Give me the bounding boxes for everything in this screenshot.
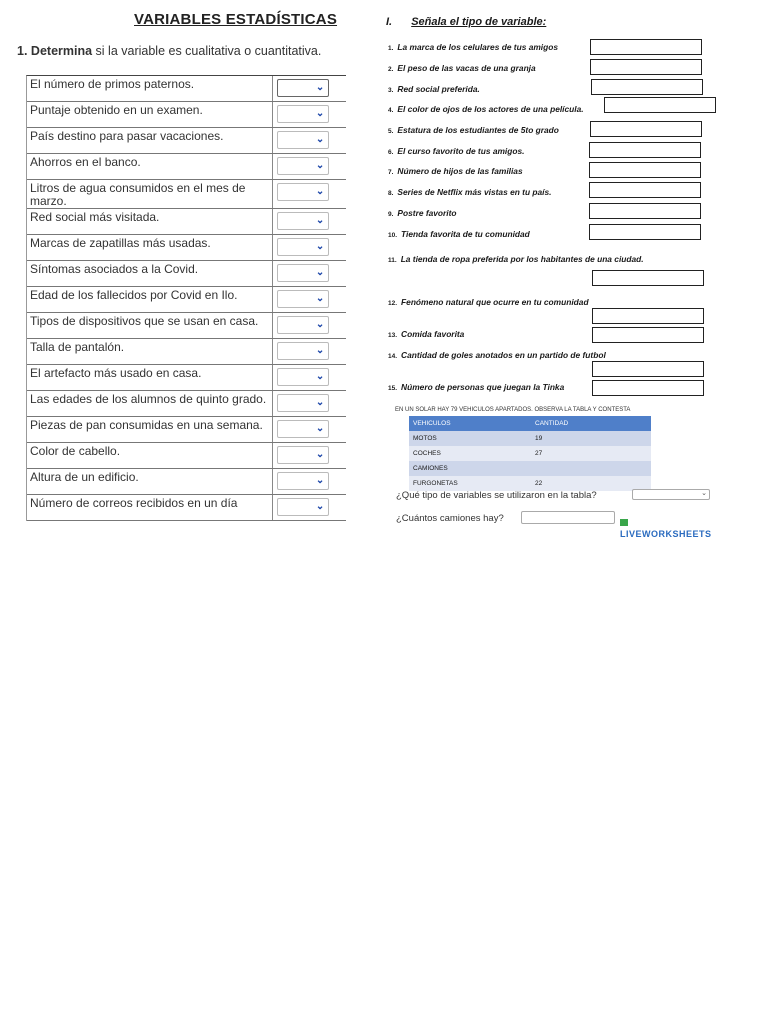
table-row — [27, 209, 346, 235]
row-label: Litros de agua consumidos en el mes de marzo. — [30, 181, 246, 208]
site-logo: LIVEWORKSHEETS — [620, 519, 720, 526]
chevron-down-icon: ⌄ — [315, 160, 325, 171]
row-label: Talla de pantalón. — [30, 340, 125, 354]
instruction-number: 1. — [17, 44, 28, 58]
answer-box[interactable] — [589, 224, 701, 240]
row-label: Marcas de zapatillas más usadas. — [30, 236, 211, 250]
table-row — [27, 180, 346, 209]
answer-box[interactable] — [592, 270, 704, 286]
row-label: El artefacto más usado en casa. — [30, 366, 202, 380]
row-label: Síntomas asociados a la Covid. — [30, 262, 199, 276]
question: 2. El peso de las vacas de una granja — [388, 63, 536, 73]
section-header — [386, 16, 546, 28]
answer-dropdown[interactable] — [277, 238, 329, 256]
answer-box[interactable] — [589, 142, 701, 158]
vehicles-table — [409, 416, 651, 491]
answer-box[interactable] — [589, 162, 701, 178]
answer-box[interactable] — [592, 361, 704, 377]
chevron-down-icon: ⌄ — [315, 449, 325, 460]
chevron-down-icon: ⌄ — [315, 267, 325, 278]
chevron-down-icon: ⌄ — [315, 423, 325, 434]
chevron-down-icon: ⌄ — [315, 241, 325, 252]
row-label: Puntaje obtenido en un examen. — [30, 103, 203, 117]
answer-dropdown[interactable] — [277, 157, 329, 175]
answer-dropdown[interactable] — [277, 212, 329, 230]
answer-dropdown[interactable] — [277, 342, 329, 360]
answer-dropdown[interactable] — [277, 290, 329, 308]
count-cell — [531, 461, 651, 476]
question: 4. El color de ojos de los actores de una película. — [388, 104, 584, 114]
column-header: CANTIDAD — [531, 416, 651, 431]
table-row — [27, 469, 346, 495]
question: 10. Tienda favorita de tu comunidad — [388, 229, 530, 239]
answer-dropdown[interactable] — [277, 264, 329, 282]
answer-box[interactable] — [592, 380, 704, 396]
row-label: Altura de un edificio. — [30, 470, 139, 484]
row-label: Ahorros en el banco. — [30, 155, 141, 169]
instruction — [17, 44, 321, 58]
worksheet-title: VARIABLES ESTADÍSTICAS — [134, 11, 338, 28]
answer-dropdown[interactable] — [277, 79, 329, 97]
row-label: Las edades de los alumnos de quinto grado. — [30, 392, 267, 406]
answer-dropdown[interactable] — [277, 420, 329, 438]
answer-dropdown[interactable] — [277, 183, 329, 201]
question-truck-count: ¿Cuántos camiones hay? — [396, 513, 504, 524]
table-row — [27, 391, 346, 417]
answer-box[interactable] — [590, 59, 702, 75]
question: 11. La tienda de ropa preferida por los habitantes de una ciudad. — [388, 254, 644, 264]
table-row — [27, 339, 346, 365]
table-row — [27, 76, 346, 102]
answer-dropdown[interactable] — [277, 131, 329, 149]
chevron-down-icon: ⌄ — [315, 108, 325, 119]
chevron-down-icon: ⌄ — [315, 134, 325, 145]
table-caption: EN UN SOLAR HAY 79 VEHICULOS APARTADOS. OBSERVA LA TABLA Y CONTESTA — [395, 407, 631, 413]
table-row — [27, 154, 346, 180]
chevron-down-icon: ⌄ — [315, 501, 325, 512]
table-row — [27, 495, 346, 521]
chevron-down-icon: ⌄ — [701, 490, 707, 497]
section-number: I. — [386, 16, 393, 28]
answer-box[interactable] — [590, 39, 702, 55]
chevron-down-icon: ⌄ — [315, 397, 325, 408]
table-row — [27, 313, 346, 339]
answer-box[interactable] — [589, 203, 701, 219]
chevron-down-icon: ⌄ — [315, 293, 325, 304]
answer-dropdown[interactable] — [277, 394, 329, 412]
count-cell: 27 — [531, 446, 651, 461]
question: 8. Series de Netflix más vistas en tu país. — [388, 187, 552, 197]
table-row — [409, 446, 651, 461]
table-row — [27, 128, 346, 154]
left-worksheet — [0, 0, 360, 512]
question-variable-type: ¿Qué tipo de variables se utilizaron en la tabla? — [396, 490, 597, 501]
chevron-down-icon: ⌄ — [315, 371, 325, 382]
row-label: El número de primos paternos. — [30, 77, 195, 91]
vehicle-cell: CAMIONES — [409, 461, 531, 476]
truck-count-input[interactable] — [521, 511, 615, 524]
table-row — [27, 287, 346, 313]
count-cell: 19 — [531, 431, 651, 446]
row-label: País destino para pasar vacaciones. — [30, 129, 224, 143]
row-label: Color de cabello. — [30, 444, 121, 458]
question: 3. Red social preferida. — [388, 84, 480, 94]
chevron-down-icon: ⌄ — [315, 215, 325, 226]
table-row — [409, 476, 651, 491]
answer-dropdown[interactable] — [277, 368, 329, 386]
question: 6. El curso favorito de tus amigos. — [388, 146, 525, 156]
section-title: Señala el tipo de variable: — [411, 16, 547, 28]
vehicle-cell: FURGONETAS — [409, 476, 531, 491]
table-row — [409, 431, 651, 446]
row-label: Número de correos recibidos en un día — [30, 496, 238, 510]
question: 1. La marca de los celulares de tus amigos — [388, 42, 559, 52]
row-label: Tipos de dispositivos que se usan en casa. — [30, 314, 259, 328]
chevron-down-icon: ⌄ — [315, 475, 325, 486]
vehicle-cell: MOTOS — [409, 431, 531, 446]
table-row — [27, 417, 346, 443]
variable-type-dropdown[interactable] — [632, 489, 710, 500]
right-worksheet — [378, 0, 768, 539]
answer-dropdown[interactable] — [277, 316, 329, 334]
chevron-down-icon: ⌄ — [315, 345, 325, 356]
vehicle-cell: COCHES — [409, 446, 531, 461]
answer-box[interactable] — [591, 79, 703, 95]
column-header: VEHICULOS — [409, 416, 531, 431]
chevron-down-icon: ⌄ — [315, 82, 325, 93]
answer-dropdown[interactable] — [277, 472, 329, 490]
answer-box[interactable] — [604, 97, 716, 113]
answer-box[interactable] — [592, 327, 704, 343]
row-label: Red social más visitada. — [30, 210, 160, 224]
chevron-down-icon: ⌄ — [315, 319, 325, 330]
answer-box[interactable] — [589, 182, 701, 198]
count-cell: 22 — [531, 476, 651, 491]
table-row — [27, 261, 346, 287]
question: 7. Número de hijos de las familias — [388, 166, 523, 176]
question: 9. Postre favorito — [388, 208, 457, 218]
row-label: Edad de los fallecidos por Covid en Ilo. — [30, 288, 238, 302]
table-row — [27, 235, 346, 261]
instruction-verb: Determina — [30, 44, 93, 58]
answer-dropdown[interactable] — [277, 105, 329, 123]
answer-box[interactable] — [590, 121, 702, 137]
chevron-down-icon: ⌄ — [315, 186, 325, 197]
question: 13. Comida favorita — [388, 329, 465, 339]
answer-dropdown[interactable] — [277, 446, 329, 464]
answer-dropdown[interactable] — [277, 498, 329, 516]
question: 5. Estatura de los estudiantes de 5to grado — [388, 125, 559, 135]
question: 14. Cantidad de goles anotados en un partido de futbol — [388, 350, 606, 360]
logo-icon — [620, 519, 628, 526]
table-row — [27, 443, 346, 469]
question: 12. Fenómeno natural que ocurre en tu comunidad — [388, 297, 589, 307]
question: 15. Número de personas que juegan la Tinka — [388, 382, 565, 392]
answer-box[interactable] — [592, 308, 704, 324]
table-row — [409, 461, 651, 476]
instruction-text: si la variable es cualitativa o cuantitativa. — [95, 44, 322, 58]
table-row — [27, 365, 346, 391]
table-row — [27, 102, 346, 128]
row-label: Piezas de pan consumidas en una semana. — [30, 418, 263, 432]
classification-table — [26, 75, 346, 521]
